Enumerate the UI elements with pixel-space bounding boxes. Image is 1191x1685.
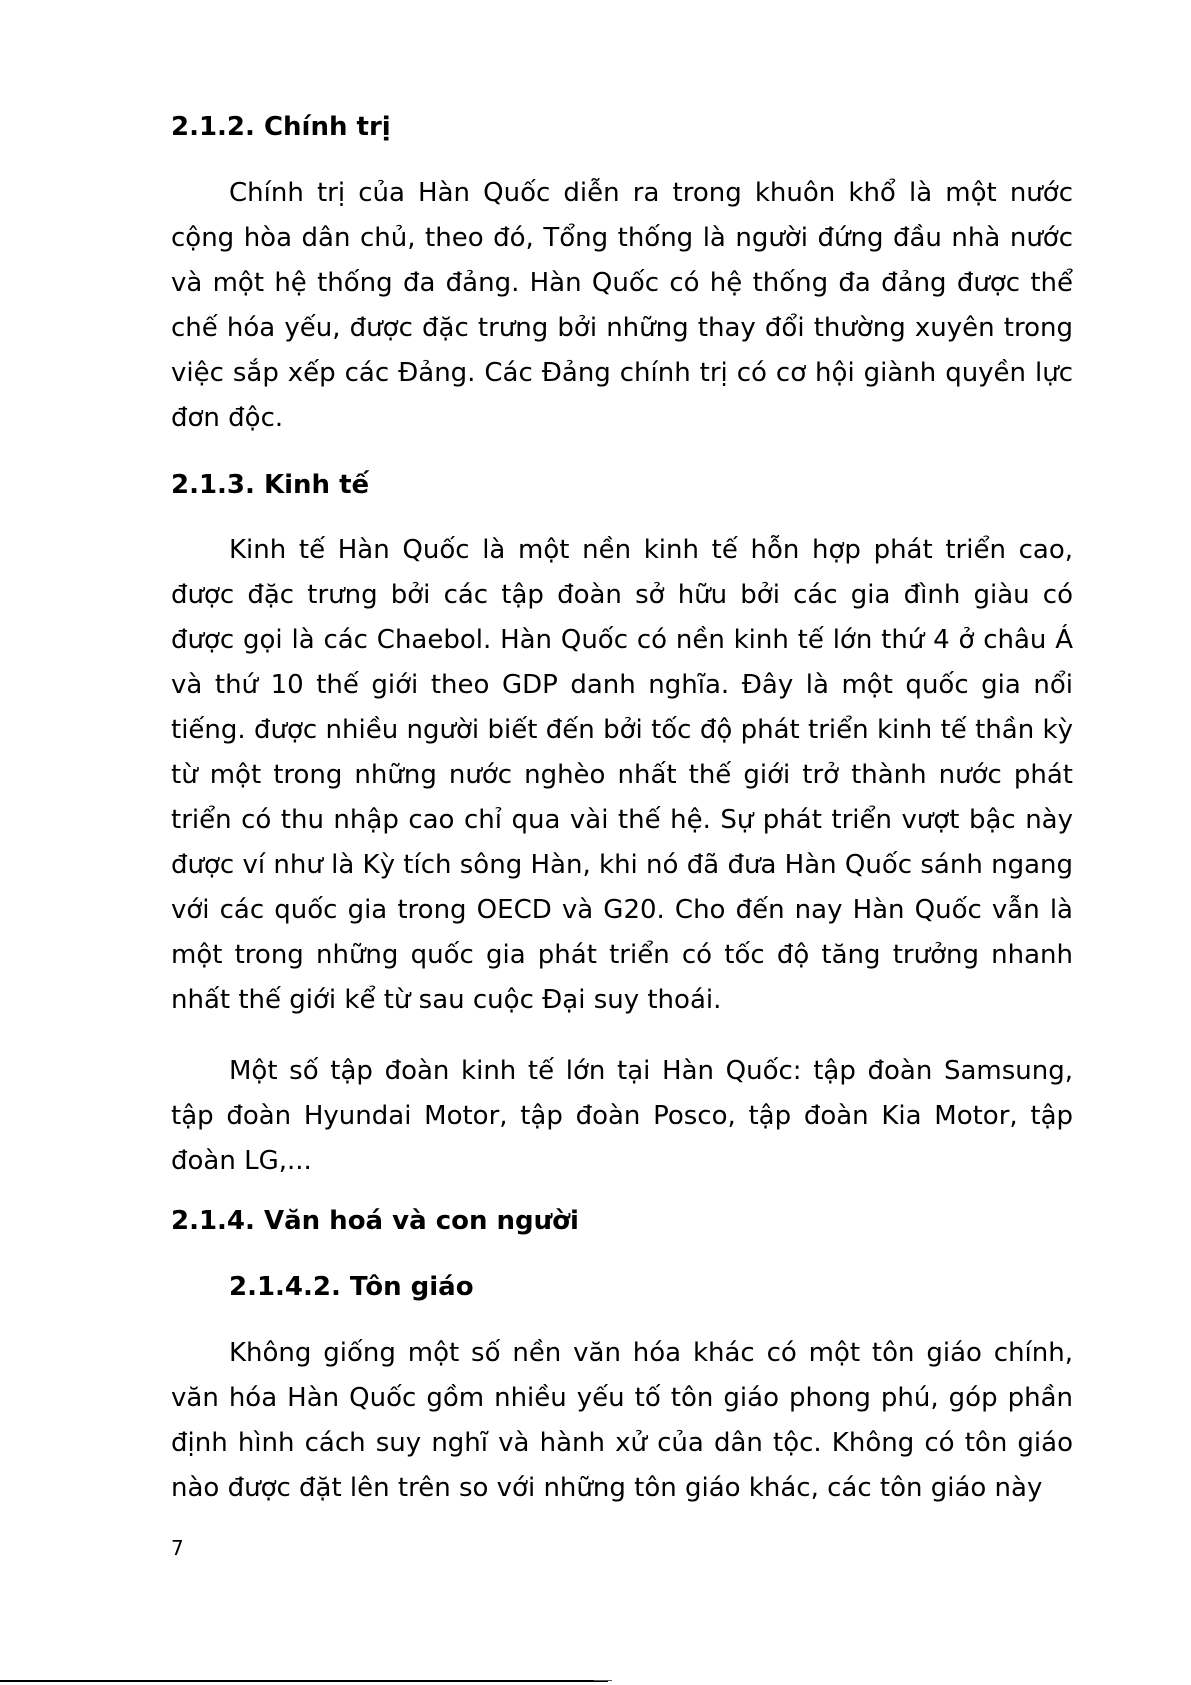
subsection-heading-religion: 2.1.4.2. Tôn giáo <box>229 1272 474 1302</box>
footer-divider <box>0 1680 608 1682</box>
economy-paragraph-1: Kinh tế Hàn Quốc là một nền kinh tế hỗn hợp phát triển cao, được đặc trưng bởi các tập đoàn sở hữu bởi các gia đình giàu có được gọi là các Chaebol. Hàn Quốc có nền kinh tế lớn thứ 4 ở châu Á và thứ 10 thế giới theo GDP danh nghĩa. Đây là một quốc gia nổi tiếng. được nhiều người biết đến bởi tốc độ phát triển kinh tế thần kỳ từ một trong những nước nghèo nhất thế giới trở thành nước phát triển có thu nhập cao chỉ qua vài thế hệ. Sự phát triển vượt bậc này được ví như là Kỳ tích sông Hàn, khi nó đã đưa Hàn Quốc sánh ngang với các quốc gia trong OECD và G20. Cho đến nay Hàn Quốc vẫn là một trong những quốc gia phát triển có tốc độ tăng trưởng nhanh nhất thế giới kể từ sau cuộc Đại suy thoái. <box>171 535 1073 1015</box>
economy-paragraph-2: Một số tập đoàn kinh tế lớn tại Hàn Quốc: tập đoàn Samsung, tập đoàn Hyundai Motor, tập đoàn Posco, tập đoàn Kia Motor, tập đoàn LG,... <box>171 1056 1073 1176</box>
section-heading-economy: 2.1.3. Kinh tế <box>171 470 370 500</box>
footer-divider-tail <box>594 1680 612 1681</box>
section-heading-culture: 2.1.4. Văn hoá và con người <box>171 1206 579 1236</box>
politics-paragraph: Chính trị của Hàn Quốc diễn ra trong khuôn khổ là một nước cộng hòa dân chủ, theo đó, Tổng thống là người đứng đầu nhà nước và một hệ thống đa đảng. Hàn Quốc có hệ thống đa đảng được thể chế hóa yếu, được đặc trưng bởi những thay đổi thường xuyên trong việc sắp xếp các Đảng. Các Đảng chính trị có cơ hội giành quyền lực đơn độc. <box>171 178 1073 433</box>
page-number: 7 <box>171 1536 184 1560</box>
section-heading-politics: 2.1.2. Chính trị <box>171 112 391 142</box>
religion-paragraph: Không giống một số nền văn hóa khác có một tôn giáo chính, văn hóa Hàn Quốc gồm nhiều yếu tố tôn giáo phong phú, góp phần định hình cách suy nghĩ và hành xử của dân tộc. Không có tôn giáo nào được đặt lên trên so với những tôn giáo khác, các tôn giáo này <box>171 1338 1073 1503</box>
